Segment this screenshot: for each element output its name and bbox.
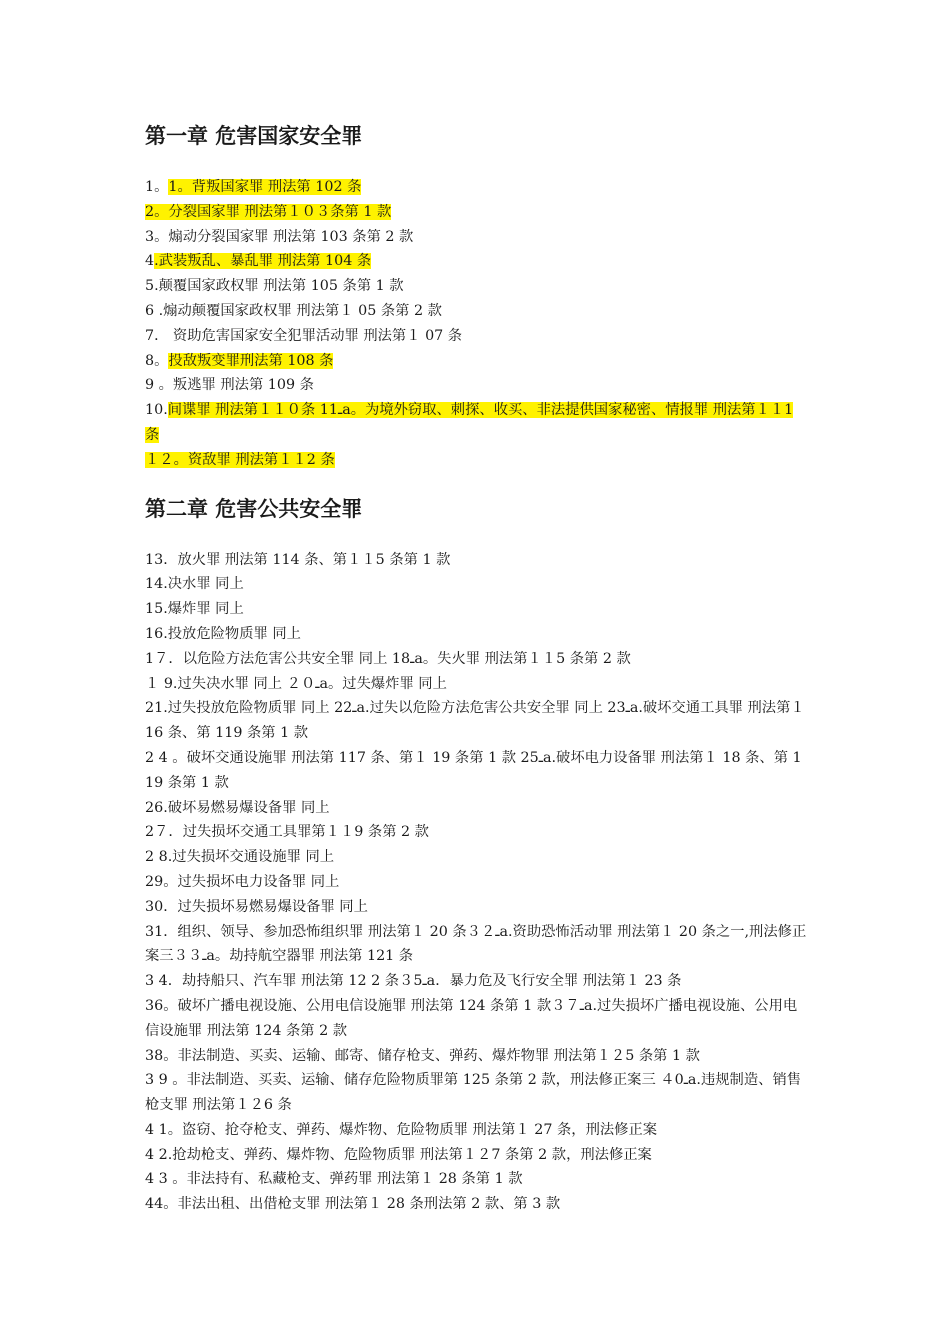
article-line: 4 2.抢劫枪支、弹药、爆炸物、危险物质罪 刑法第１２7 条第 2 款，刑法修正案 (145, 1146, 652, 1163)
article-line: 31．组织、领导、参加恐怖组织罪 刑法第１ 20 条３２ـa.资助恐怖活动罪 刑法第１ 20 条之一,刑法修正案三３３ـa。劫持航空器罪 刑法第 121 条 (145, 923, 807, 965)
article-line: 3 4．劫持船只、汽车罪 刑法第 12 2 条３5ـa．暴力危及飞行安全罪 刑法第１ 23 条 (145, 973, 682, 990)
article-line: 26.破坏易燃易爆设备罪 同上 (145, 799, 330, 816)
article-text: 6 .煽动颠覆国家政权罪 刑法第１ 05 条第 2 款 (145, 302, 442, 319)
article-line: 2 4 。破坏交通设施罪 刑法第 117 条、第１ 19 条第 1 款 25ـa.破坏电力设备罪 刑法第１ 18 条、第 119 条第 1 款 (145, 749, 802, 791)
article-line: 21.过失投放危险物质罪 同上 22ـa.过失以危险方法危害公共安全罪 同上 23ـa.破坏交通工具罪 刑法第１ 16 条、第 119 条第 1 款 (145, 700, 805, 742)
article-line (145, 349, 810, 374)
chapter-1-title: 第一章 危害国家安全罪 (145, 124, 363, 148)
article-text: 2。分裂国家罪 刑法第１０３条第 1 款 (145, 203, 392, 220)
article-line: 4 3 。非法持有、私藏枪支、弹药罪 刑法第１ 28 条第 1 款 (145, 1171, 523, 1188)
article-line: 1７．以危险方法危害公共安全罪 同上 18ـa。失火罪 刑法第１１5 条第 2 款 (145, 650, 631, 667)
article-line: 4 1。盗窃、抢夺枪支、弹药、爆炸物、危险物质罪 刑法第１ 27 条，刑法修正案 (145, 1121, 658, 1138)
article-line: 36。破坏广播电视设施、公用电信设施罪 刑法第 124 条第 1 款３７ـa.过失损坏广播电视设施、公用电信设施罪 刑法第 124 条第 2 款 (145, 997, 798, 1039)
article-number: 1。 (145, 179, 169, 195)
article-line: １ 9.过失决水罪 同上 ２０ـa。过失爆炸罪 同上 (145, 675, 447, 692)
article-line (145, 299, 810, 324)
chapter-1-list (145, 175, 810, 473)
article-line (145, 225, 810, 250)
article-line: 38。非法制造、买卖、运输、邮寄、储存枪支、弹药、爆炸物罪 刑法第１２5 条第 1 款 (145, 1047, 700, 1064)
chapter-2-list (145, 548, 810, 1218)
article-line: 3 9 。非法制造、买卖、运输、储存危险物质罪第 125 条第 2 款，刑法修正案三 ４0ـa.违规制造、销售枪支罪 刑法第１２6 条 (145, 1072, 802, 1114)
article-line: 2 8.过失损坏交通设施罪 同上 (145, 849, 335, 866)
article-line: 44。非法出租、出借枪支罪 刑法第１ 28 条刑法第 2 款、第 3 款 (145, 1196, 561, 1213)
article-text: １２。资敌罪 刑法第１１2 条 (145, 451, 335, 468)
article-number: 10. (145, 402, 168, 419)
article-line: 14.决水罪 同上 (145, 576, 244, 593)
article-text: 9 。叛逃罪 刑法第 109 条 (145, 377, 314, 394)
article-line: 13．放火罪 刑法第 114 条、第１１5 条第 1 款 (145, 551, 451, 568)
article-line (145, 274, 810, 299)
article-number: 4 (145, 253, 155, 270)
article-line (145, 448, 810, 473)
article-line (145, 175, 810, 200)
article-line: 29。过失损坏电力设备罪 同上 (145, 873, 340, 890)
article-text: 投敌叛变罪刑法第 108 条 (168, 352, 334, 369)
article-line (145, 324, 810, 349)
article-text: 5.颠覆国家政权罪 刑法第 105 条第 1 款 (145, 278, 404, 295)
article-line (145, 200, 810, 225)
article-line (145, 249, 810, 274)
article-line (145, 398, 810, 448)
article-line: 2７．过失损坏交通工具罪第１１9 条第 2 款 (145, 824, 429, 841)
article-line: 30．过失损坏易燃易爆设备罪 同上 (145, 898, 368, 915)
article-text: 3。煽动分裂国家罪 刑法第 103 条第 2 款 (145, 228, 414, 245)
article-line: 16.投放危险物质罪 同上 (145, 625, 301, 642)
article-text: 1。背叛国家罪 刑法第 102 条 (168, 179, 362, 195)
article-text: 7． 资助危害国家安全犯罪活动罪 刑法第１ 07 条 (145, 327, 463, 344)
article-number: 8。 (145, 352, 169, 369)
article-line (145, 373, 810, 398)
chapter-2-title: 第二章 危害公共安全罪 (145, 496, 363, 521)
article-text: 间谍罪 刑法第１１０条 11ـa。为境外窃取、刺探、收买、非法提供国家秘密、情报罪 刑法第１１1 条 (145, 402, 794, 443)
article-text: .武装叛乱、暴乱罪 刑法第 104 条 (154, 253, 372, 270)
article-line: 15.爆炸罪 同上 (145, 601, 244, 618)
